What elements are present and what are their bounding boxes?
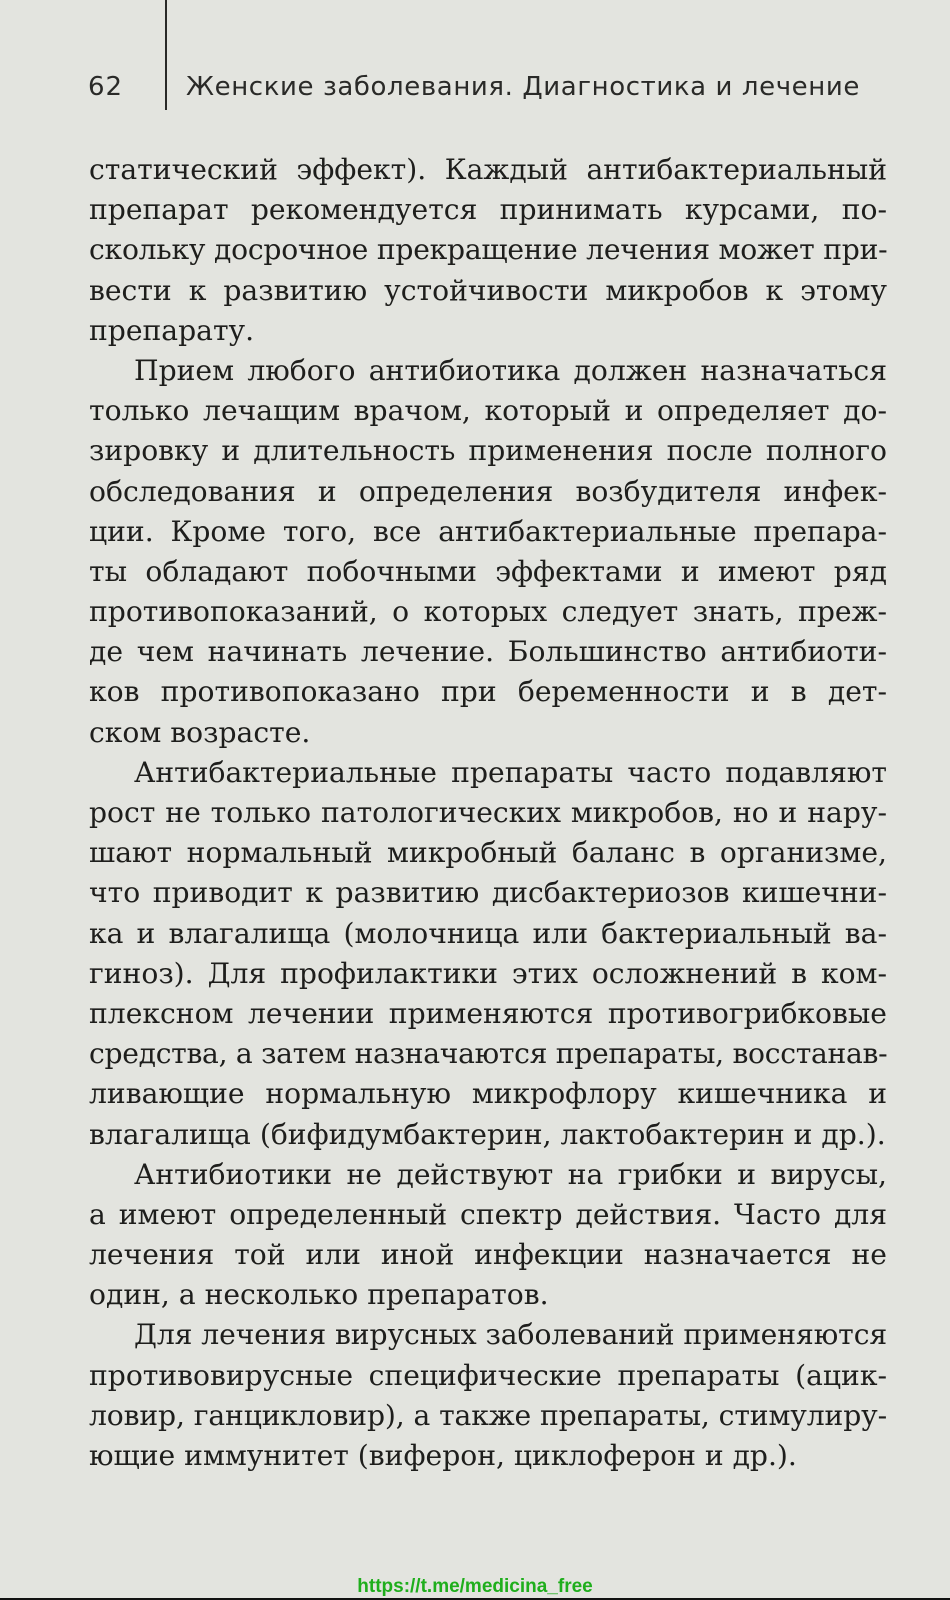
- text-line: ющие иммунитет (виферон, циклоферон и др.).: [89, 1439, 797, 1472]
- text-line: обследования и определения возбудителя инфек-: [89, 474, 887, 508]
- text-line: ливающие нормальную микрофлору кишечника и: [89, 1077, 887, 1111]
- text-line: гиноз). Для профилактики этих осложнений в ком-: [89, 956, 887, 990]
- text-line: влагалища (бифидумбактерин, лактобактерин и др.).: [89, 1117, 886, 1151]
- text-line: противовирусные специфические препараты (ацик-: [89, 1358, 887, 1392]
- paragraph-3: [89, 753, 887, 1155]
- text-line: де чем начинать лечение. Большинство антибиоти-: [89, 635, 887, 669]
- text-line: а имеют определенный спектр действия. Часто для: [89, 1197, 887, 1231]
- paragraph-5: [89, 1315, 887, 1476]
- text-line: ловир, ганцикловир), а также препараты, стимулиру-: [89, 1398, 887, 1432]
- text-line: плексном лечении применяются противогрибковые: [89, 996, 887, 1030]
- text-line: скольку досрочное прекращение лечения может при-: [89, 233, 888, 267]
- text-line: один, а несколько препаратов.: [89, 1278, 549, 1312]
- text-line: противопоказаний, о которых следует знать, преж-: [89, 595, 887, 629]
- text-line: зировку и длительность применения после полного: [89, 434, 887, 468]
- text-line: препарат рекомендуется принимать курсами, по-: [89, 193, 887, 227]
- text-line: рост не только патологических микробов, но и нару-: [89, 796, 887, 829]
- text-line: статический эффект). Каждый антибактериальный: [89, 153, 887, 186]
- text-line: Для лечения вирусных заболеваний применяются: [134, 1318, 888, 1352]
- paragraph-1: [89, 150, 887, 351]
- text-line: только лечащим врачом, который и определяет до-: [89, 394, 887, 428]
- text-line: препарату.: [89, 313, 255, 347]
- text-line: ков противопоказано при беременности и в дет-: [89, 675, 887, 709]
- text-line: вести к развитию устойчивости микробов к этому: [89, 273, 887, 307]
- text-line: ка и влагалища (молочница или бактериальный ва-: [89, 916, 887, 950]
- running-title: Женские заболевания. Диагностика и лечение: [186, 72, 860, 102]
- text-line: Антибактериальные препараты часто подавляют: [134, 755, 887, 789]
- body-text: [89, 150, 887, 1476]
- page-footer: [0, 1568, 950, 1600]
- text-line: Антибиотики не действуют на грибки и вирусы,: [134, 1157, 887, 1191]
- text-line: средства, а затем назначаются препараты, восстанав-: [89, 1037, 888, 1071]
- footer-link[interactable]: https://t.me/medicina_free: [357, 1576, 593, 1597]
- text-line: шают нормальный микробный баланс в организме,: [89, 836, 887, 870]
- header-divider: [165, 0, 167, 110]
- page-header: [0, 0, 950, 120]
- text-line: Прием любого антибиотика должен назначаться: [134, 353, 887, 387]
- text-line: лечения той или иной инфекции назначается не: [89, 1238, 887, 1272]
- page-number: 62: [88, 72, 124, 102]
- paragraph-2: [89, 351, 887, 753]
- text-line: ции. Кроме того, все антибактериальные препара-: [89, 514, 887, 548]
- paragraph-4: [89, 1155, 887, 1316]
- text-line: что приводит к развитию дисбактериозов кишечни-: [89, 876, 887, 910]
- text-line: ты обладают побочными эффектами и имеют ряд: [89, 554, 887, 588]
- text-line: ском возрасте.: [89, 715, 311, 749]
